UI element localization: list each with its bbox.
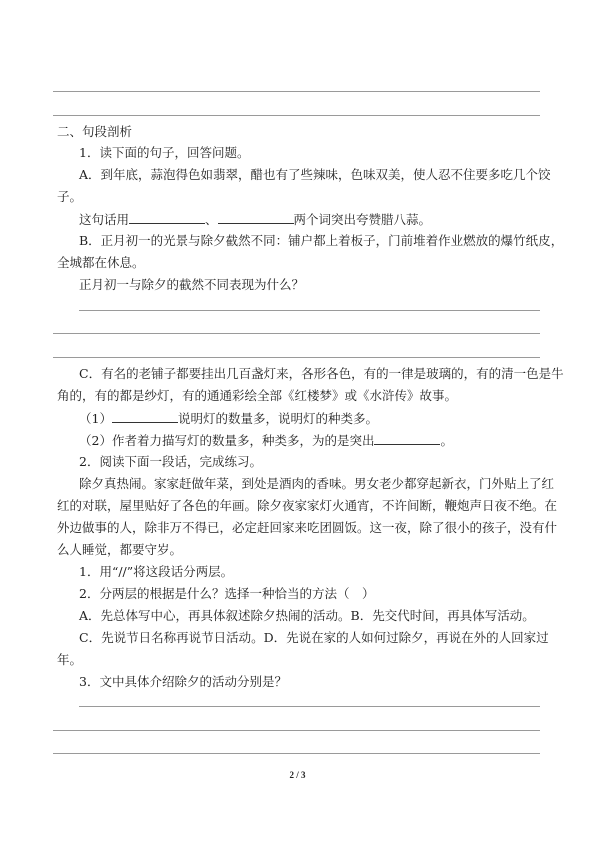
section-heading: 二、句段剖析 [57, 124, 133, 139]
fill-text-end: 两个词突出夸赞腊八蒜。 [293, 212, 432, 227]
exercise-1: 1．用“//”将这段话分两层。 [79, 564, 234, 579]
sentence-c-line-2: 角的，有的都是纱灯，有的通通彩绘全部《红楼梦》或《水浒传》故事。 [57, 388, 458, 403]
sentence-a-line-2: 子。 [57, 189, 83, 204]
answer-line[interactable] [53, 753, 540, 754]
sub-question-1 [79, 410, 378, 427]
answer-line[interactable] [79, 310, 540, 311]
sentence-b-line-2: 全城都在休息。 [57, 255, 145, 270]
options-a-b: A．先总体写中心，再具体叙述除夕热闹的活动。B．先交代时间，再具体写活动。 [79, 608, 535, 623]
fill-in-sentence [79, 211, 431, 228]
fill-separator: 、 [205, 212, 218, 227]
answer-blank-1[interactable] [129, 211, 205, 224]
page-number: 2 / 3 [289, 770, 306, 780]
question-1-prompt: 1．读下面的句子，回答问题。 [79, 145, 250, 160]
sentence-a-line-1: A．到年底，蒜泡得色如翡翠，醋也有了些辣味，色味双美，使人忍不住要多吃几个饺 [79, 167, 551, 182]
question-2-prompt: 2．阅读下面一段话，完成练习。 [79, 454, 262, 469]
answer-blank-2[interactable] [218, 211, 294, 224]
passage-line-4: 么人睡觉，都要守岁。 [57, 542, 183, 557]
exercise-3: 3．文中具体介绍除夕的活动分别是？ [79, 674, 287, 689]
sentence-b-line-1: B．正月初一的光景与除夕截然不同：铺户都上着板子，门前堆着作业燃放的爆竹纸皮， [79, 233, 564, 248]
passage-line-1: 除夕真热闹。家家赶做年菜，到处是酒肉的香味。男女老少都穿起新衣，门外贴上了红 [79, 476, 555, 491]
sentence-c-line-1: C．有名的老铺子都要挂出几百盏灯来，各形各色，有的一律是玻璃的，有的清一色是牛 [79, 366, 564, 381]
options-c-d-line-1: C．先说节日名称再说节日活动。D．先说在家的人如何过除夕，再说在外的人回家过 [79, 630, 549, 645]
answer-line [53, 91, 540, 92]
answer-line[interactable] [53, 730, 540, 731]
answer-blank-3[interactable] [112, 410, 178, 423]
sub-question-2-text: （2）作者着力描写灯的数量多，种类多，为的是突出 [79, 433, 375, 448]
answer-line [53, 115, 540, 116]
exercise-2: 2．分两层的根据是什么？选择一种恰当的方法（ ） [79, 586, 375, 601]
answer-line[interactable] [53, 333, 540, 334]
passage-line-2: 红的对联，屋里贴好了各色的年画。除夕夜家家灯火通宵，不许间断，鞭炮声日夜不绝。在 [57, 498, 558, 513]
options-c-d-line-2: 年。 [57, 652, 83, 667]
sub-question-1-number: （1） [79, 411, 112, 426]
answer-blank-4[interactable] [374, 432, 440, 445]
fill-text-start: 这句话用 [79, 212, 130, 227]
answer-line[interactable] [79, 706, 540, 707]
sub-question-1-text: 说明灯的数量多，说明灯的种类多。 [177, 411, 378, 426]
sub-question-2-end: 。 [440, 433, 453, 448]
answer-line[interactable] [53, 357, 540, 358]
sentence-b-question: 正月初一与除夕的截然不同表现为什么？ [79, 277, 305, 292]
sub-question-2 [79, 432, 453, 449]
passage-line-3: 外边做事的人，除非万不得已，必定赶回家来吃团圆饭。这一夜，除了很小的孩子，没有什 [57, 520, 558, 535]
